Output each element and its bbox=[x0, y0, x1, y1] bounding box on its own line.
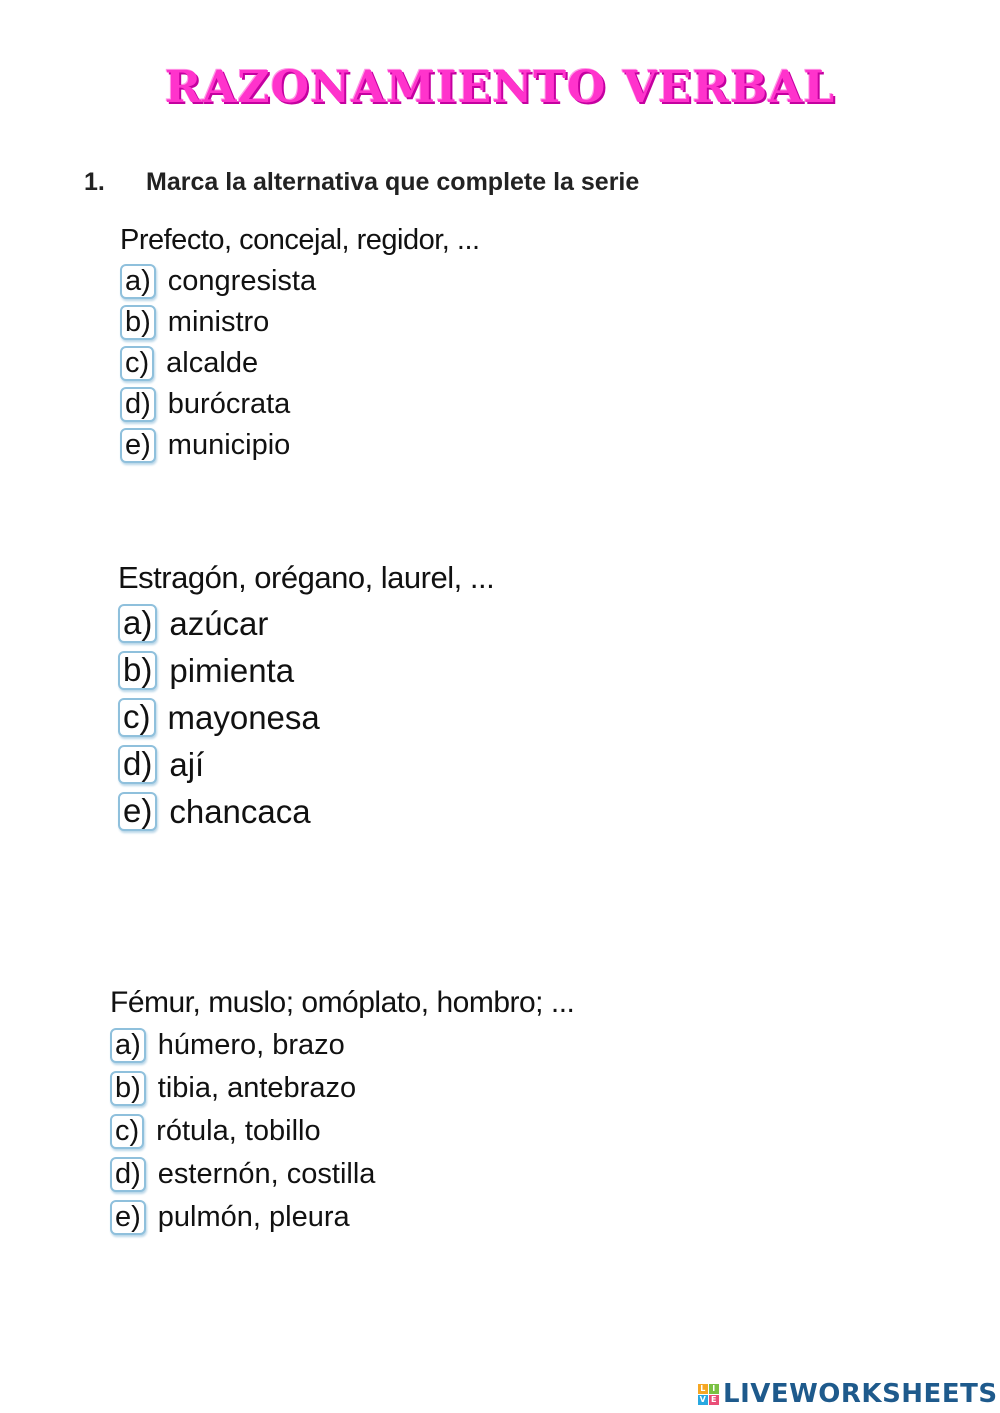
option-b[interactable] bbox=[118, 647, 494, 694]
question-2 bbox=[118, 560, 494, 835]
logo-letter: L bbox=[698, 1384, 708, 1394]
option-text: rótula, tobillo bbox=[156, 1115, 321, 1147]
option-letter: c) bbox=[110, 1114, 144, 1148]
option-letter: a) bbox=[120, 264, 156, 298]
option-letter: d) bbox=[118, 745, 157, 784]
option-text: burócrata bbox=[167, 388, 291, 420]
option-text: congresista bbox=[167, 265, 317, 297]
option-e[interactable] bbox=[110, 1196, 574, 1239]
liveworksheets-brand[interactable] bbox=[698, 1379, 998, 1409]
instruction bbox=[84, 168, 639, 197]
option-text: húmero, brazo bbox=[157, 1029, 345, 1061]
brand-text: LIVEWORKSHEETS bbox=[723, 1379, 998, 1409]
option-d[interactable] bbox=[110, 1153, 574, 1196]
option-text: mayonesa bbox=[167, 698, 320, 736]
option-a[interactable] bbox=[110, 1024, 574, 1067]
option-letter: a) bbox=[118, 604, 157, 643]
option-text: ají bbox=[169, 745, 205, 783]
question-1 bbox=[120, 224, 480, 466]
option-text: pulmón, pleura bbox=[157, 1201, 350, 1233]
option-text: tibia, antebrazo bbox=[157, 1072, 357, 1104]
option-e[interactable] bbox=[120, 425, 480, 466]
instruction-number: 1. bbox=[84, 168, 105, 196]
question-prompt: Fémur, muslo; omóplato, hombro; ... bbox=[110, 986, 575, 1019]
option-letter: d) bbox=[110, 1157, 146, 1191]
option-d[interactable] bbox=[118, 741, 494, 788]
option-letter: e) bbox=[120, 428, 156, 462]
option-a[interactable] bbox=[118, 600, 494, 647]
option-c[interactable] bbox=[118, 694, 494, 741]
option-e[interactable] bbox=[118, 788, 494, 835]
option-letter: c) bbox=[118, 698, 156, 737]
option-b[interactable] bbox=[110, 1067, 574, 1110]
option-letter: a) bbox=[110, 1028, 146, 1062]
option-a[interactable] bbox=[120, 261, 480, 302]
option-d[interactable] bbox=[120, 384, 480, 425]
option-c[interactable] bbox=[120, 343, 480, 384]
option-c[interactable] bbox=[110, 1110, 574, 1153]
option-letter: e) bbox=[118, 792, 157, 831]
question-prompt: Estragón, orégano, laurel, ... bbox=[118, 560, 495, 595]
option-letter: b) bbox=[110, 1071, 146, 1105]
option-text: pimienta bbox=[169, 651, 295, 689]
liveworksheets-logo-icon bbox=[698, 1384, 719, 1405]
option-letter: b) bbox=[120, 305, 156, 339]
logo-letter: V bbox=[699, 1394, 707, 1404]
option-letter: b) bbox=[118, 651, 157, 690]
question-3 bbox=[110, 986, 574, 1239]
option-letter: e) bbox=[110, 1200, 146, 1234]
option-letter: c) bbox=[120, 346, 154, 380]
logo-letter: E bbox=[709, 1395, 719, 1405]
option-text: municipio bbox=[167, 429, 291, 461]
option-text: azúcar bbox=[169, 604, 269, 642]
page-title: RAZONAMIENTO VERBAL bbox=[164, 62, 836, 113]
option-text: alcalde bbox=[166, 347, 259, 379]
option-b[interactable] bbox=[120, 302, 480, 343]
question-prompt: Prefecto, concejal, regidor, ... bbox=[120, 224, 480, 256]
instruction-text: Marca la alternativa que complete la serie bbox=[146, 168, 640, 196]
option-text: chancaca bbox=[169, 792, 311, 830]
option-text: esternón, costilla bbox=[157, 1158, 376, 1190]
logo-letter: I bbox=[709, 1384, 719, 1394]
option-text: ministro bbox=[167, 306, 270, 338]
option-letter: d) bbox=[120, 387, 156, 421]
